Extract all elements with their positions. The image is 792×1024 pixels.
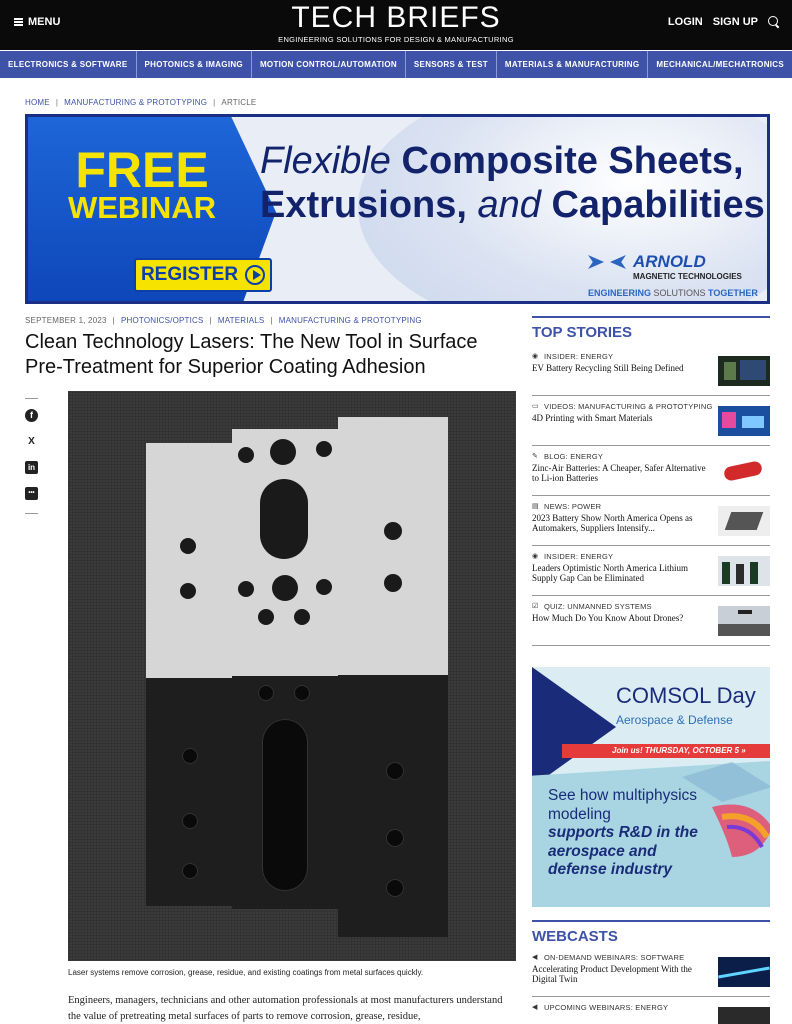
ad-brand-part: Day bbox=[710, 683, 756, 708]
headline-part: Capabilities bbox=[540, 184, 765, 226]
story-item[interactable] bbox=[532, 498, 770, 546]
article-date: SEPTEMBER 1, 2023 bbox=[25, 316, 107, 325]
menu-label: MENU bbox=[28, 16, 61, 28]
meta-separator: | bbox=[112, 316, 115, 325]
webcast-category: UPCOMING WEBINARS: ENERGY bbox=[544, 1003, 669, 1012]
signup-link[interactable]: SIGN UP bbox=[712, 16, 758, 28]
ad-copy-line: See how multiphysics modeling bbox=[548, 787, 698, 823]
site-logo[interactable] bbox=[200, 2, 592, 44]
webcast-thumbnail[interactable] bbox=[718, 1007, 770, 1024]
ad-brand-part: COMSOL bbox=[616, 683, 711, 708]
banner-webinar: WEBINAR bbox=[67, 190, 217, 225]
story-thumbnail[interactable] bbox=[718, 606, 770, 636]
story-category: QUIZ: UNMANNED SYSTEMS bbox=[544, 602, 652, 611]
breadcrumb-current: ARTICLE bbox=[221, 98, 257, 107]
story-thumbnail[interactable] bbox=[718, 406, 770, 436]
site-header bbox=[0, 0, 792, 50]
breadcrumb-separator: | bbox=[55, 98, 59, 107]
story-category: BLOG: ENERGY bbox=[544, 452, 604, 461]
breadcrumb-section[interactable]: MANUFACTURING & PROTOTYPING bbox=[64, 98, 208, 107]
ad-date: THURSDAY, OCTOBER 5 » bbox=[644, 746, 746, 755]
search-icon[interactable] bbox=[768, 16, 780, 28]
arnold-logo-icon bbox=[588, 253, 628, 271]
metal-plate-right bbox=[338, 417, 448, 937]
ad-copy-emphasis: supports R&D in the aerospace and defense industry bbox=[548, 824, 698, 878]
story-category: INSIDER: ENERGY bbox=[544, 352, 614, 361]
top-stories-section bbox=[532, 316, 770, 341]
story-thumbnail[interactable] bbox=[718, 556, 770, 586]
story-title[interactable]: Zinc-Air Batteries: A Cheaper, Safer Alternative to Li-ion Batteries bbox=[532, 463, 706, 483]
eye-icon: ◉ bbox=[532, 553, 539, 560]
webcasts-heading: WEBCASTS bbox=[532, 920, 770, 945]
login-link[interactable]: LOGIN bbox=[667, 16, 703, 28]
story-thumbnail[interactable] bbox=[718, 506, 770, 536]
ad-subtitle: Aerospace & Defense bbox=[616, 713, 733, 727]
story-title[interactable]: 4D Printing with Smart Materials bbox=[532, 413, 653, 423]
play-icon bbox=[245, 265, 265, 285]
nav-item-materials[interactable]: MATERIALS & MANUFACTURING bbox=[497, 51, 648, 78]
social-share-bar bbox=[25, 398, 39, 524]
story-item[interactable] bbox=[532, 398, 770, 446]
logo-name: TECH BRIEFS bbox=[291, 1, 501, 34]
eye-icon: ◉ bbox=[532, 353, 539, 360]
register-label: REGISTER bbox=[140, 264, 239, 285]
sponsor-tagline bbox=[588, 288, 770, 298]
story-title[interactable]: EV Battery Recycling Still Being Defined bbox=[532, 363, 684, 373]
article-category[interactable]: MATERIALS bbox=[217, 316, 265, 325]
story-title[interactable]: Leaders Optimistic North America Lithium Supply Gap Can be Eliminated bbox=[532, 563, 688, 583]
facebook-icon[interactable]: f bbox=[25, 409, 38, 422]
story-title[interactable]: How Much Do You Know About Drones? bbox=[532, 613, 684, 623]
article-body: Engineers, managers, technicians and other automation professionals at most manufacturers understand the value of pretreating metal surfaces of parts to remove corrosion, grease, residue, bbox=[68, 995, 503, 1022]
breadcrumb-separator: | bbox=[213, 98, 216, 107]
story-thumbnail[interactable] bbox=[718, 456, 770, 486]
nav-item-mechanical[interactable]: MECHANICAL/MECHATRONICS bbox=[648, 51, 792, 78]
webcast-item[interactable] bbox=[532, 999, 770, 1024]
meta-separator: | bbox=[209, 316, 212, 325]
headline-part: Composite Sheets, bbox=[390, 140, 744, 182]
comsol-sidebar-ad[interactable] bbox=[532, 667, 770, 907]
quiz-icon: ☑ bbox=[532, 603, 539, 610]
webcasts-section bbox=[532, 920, 770, 1024]
article-category[interactable]: PHOTONICS/OPTICS bbox=[120, 316, 204, 325]
tag-part: SOLUTIONS bbox=[653, 288, 706, 298]
main-nav bbox=[0, 51, 792, 78]
story-item[interactable] bbox=[532, 448, 770, 496]
tag-part: ENGINEERING bbox=[588, 288, 654, 298]
ad-copy bbox=[548, 787, 698, 880]
megaphone-icon: ◀ bbox=[532, 1004, 538, 1011]
logo-tagline: ENGINEERING SOLUTIONS FOR DESIGN & MANUFACTURING bbox=[278, 35, 514, 44]
breadcrumb bbox=[25, 98, 256, 107]
hamburger-icon bbox=[14, 18, 23, 26]
story-category: VIDEOS: MANUFACTURING & PROTOTYPING bbox=[544, 402, 713, 411]
headline-part: Flexible bbox=[260, 140, 391, 182]
nav-item-motion-control[interactable]: MOTION CONTROL/AUTOMATION bbox=[252, 51, 406, 78]
sponsor-sub: MAGNETIC TECHNOLOGIES bbox=[633, 272, 742, 281]
document-icon: ▤ bbox=[532, 503, 539, 510]
webinar-banner-ad[interactable] bbox=[25, 114, 770, 304]
story-item[interactable] bbox=[532, 548, 770, 596]
story-category: NEWS: POWER bbox=[544, 502, 602, 511]
divider bbox=[25, 398, 38, 399]
story-item[interactable] bbox=[532, 598, 770, 646]
ad-wedge bbox=[532, 667, 616, 787]
banner-headline bbox=[260, 139, 770, 227]
story-thumbnail[interactable] bbox=[718, 356, 770, 386]
linkedin-icon[interactable]: in bbox=[25, 461, 38, 474]
article-category[interactable]: MANUFACTURING & PROTOTYPING bbox=[278, 316, 422, 325]
article-meta bbox=[25, 316, 422, 325]
article-title: Clean Technology Lasers: The New Tool in Surface Pre-Treatment for Superior Coating Adhesion bbox=[25, 331, 478, 378]
divider bbox=[25, 513, 38, 514]
menu-button[interactable] bbox=[14, 16, 60, 28]
sponsor-logo bbox=[588, 253, 770, 298]
tag-part: TOGETHER bbox=[705, 288, 758, 298]
webcast-thumbnail[interactable] bbox=[718, 957, 770, 987]
story-category: INSIDER: ENERGY bbox=[544, 552, 614, 561]
metal-plate-left bbox=[146, 443, 232, 906]
monitor-icon: ▭ bbox=[532, 403, 539, 410]
story-item[interactable] bbox=[532, 348, 770, 396]
ad-join: Join us! bbox=[612, 746, 643, 755]
x-twitter-icon[interactable]: X bbox=[28, 436, 35, 447]
register-button[interactable] bbox=[134, 258, 272, 292]
sponsor-name: ARNOLD bbox=[633, 252, 706, 271]
article-hero-image bbox=[68, 391, 516, 961]
nav-item-sensors[interactable]: SENSORS & TEST bbox=[406, 51, 497, 78]
webcast-category: ON-DEMAND WEBINARS: SOFTWARE bbox=[544, 953, 685, 962]
top-stories-heading: TOP STORIES bbox=[532, 316, 770, 341]
pencil-icon: ✎ bbox=[532, 453, 539, 460]
nav-item-electronics[interactable]: ELECTRONICS & SOFTWARE bbox=[0, 51, 137, 78]
image-caption: Laser systems remove corrosion, grease, residue, and existing coatings from metal surfaces quickly. bbox=[68, 968, 424, 977]
metal-plate-center bbox=[232, 429, 338, 909]
webcast-title[interactable]: Accelerating Product Development With the Digital Twin bbox=[532, 964, 692, 984]
meta-separator: | bbox=[270, 316, 273, 325]
headline-part: and bbox=[477, 184, 541, 226]
breadcrumb-home[interactable]: HOME bbox=[25, 98, 50, 107]
comment-icon[interactable]: ••• bbox=[25, 487, 38, 500]
megaphone-icon: ◀ bbox=[532, 954, 538, 961]
ad-date-strip bbox=[562, 744, 770, 758]
headline-part: Extrusions, bbox=[260, 184, 478, 226]
banner-free: FREE bbox=[75, 142, 209, 198]
nav-item-photonics[interactable]: PHOTONICS & IMAGING bbox=[137, 51, 252, 78]
ad-brand bbox=[616, 683, 756, 709]
webcast-item[interactable] bbox=[532, 949, 770, 997]
story-title[interactable]: 2023 Battery Show North America Opens as Automakers, Suppliers Intensify... bbox=[532, 513, 693, 533]
